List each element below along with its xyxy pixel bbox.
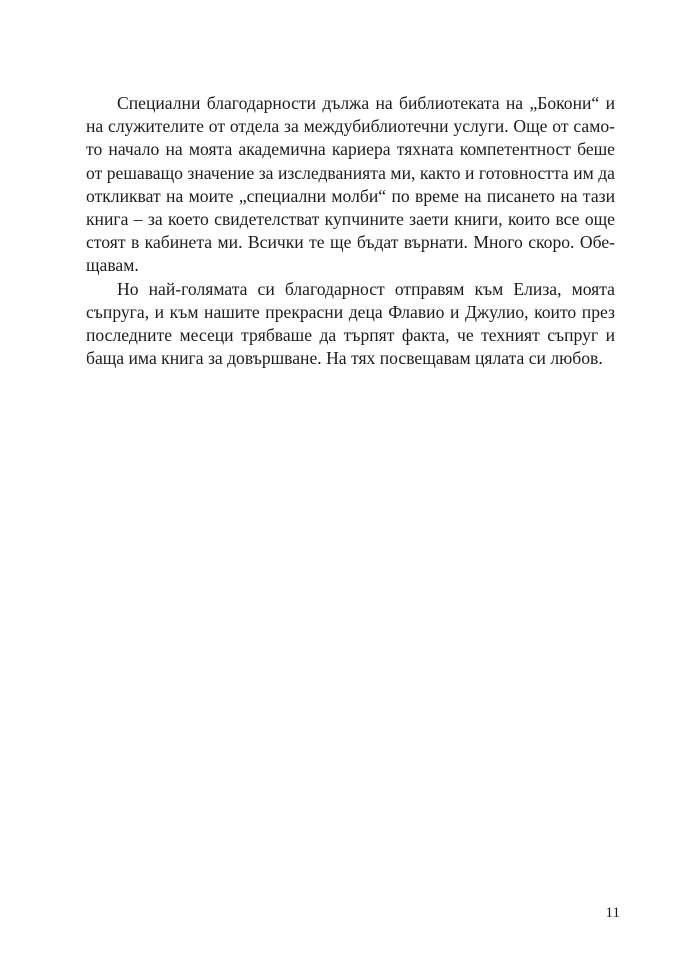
text-line: стоят в кабинета ми. Всички те ще бъдат върнати. Много скоро. Обе- [86, 232, 615, 253]
paragraph-family-thanks [86, 278, 615, 371]
text-line: книга – за което свидетелстват купчините заети книги, които все още [86, 208, 615, 229]
page-number: 11 [605, 905, 620, 921]
text-line: от решаващо значение за изследванията ми, както и готовността им да [86, 162, 615, 183]
text-line: на служителите от отдела за междубиблиотечни услуги. Още от само- [86, 116, 615, 137]
text-line: то начало на моята академична кариера тяхната компетентност беше [86, 139, 615, 160]
text-line: последните месеци трябваше да търпят факта, че техният съпруг и [86, 324, 615, 345]
text-line: Специални благодарности дължа на библиотеката на „Бокони“ и [117, 93, 615, 113]
text-line: щавам. [86, 255, 139, 276]
text-line: съпруга, и към нашите прекрасни деца Флавио и Джулио, които през [86, 301, 615, 322]
text-line: Но най-голямата си благодарност отправям към Елиза, моята [117, 278, 615, 299]
paragraph-library-thanks [86, 92, 615, 278]
text-line: баща има книга за довършване. На тях посвещавам цялата си любов. [86, 348, 603, 369]
text-line: откликват на моите „специални молби“ по време на писането на тази [86, 185, 615, 206]
body-text [86, 92, 615, 370]
